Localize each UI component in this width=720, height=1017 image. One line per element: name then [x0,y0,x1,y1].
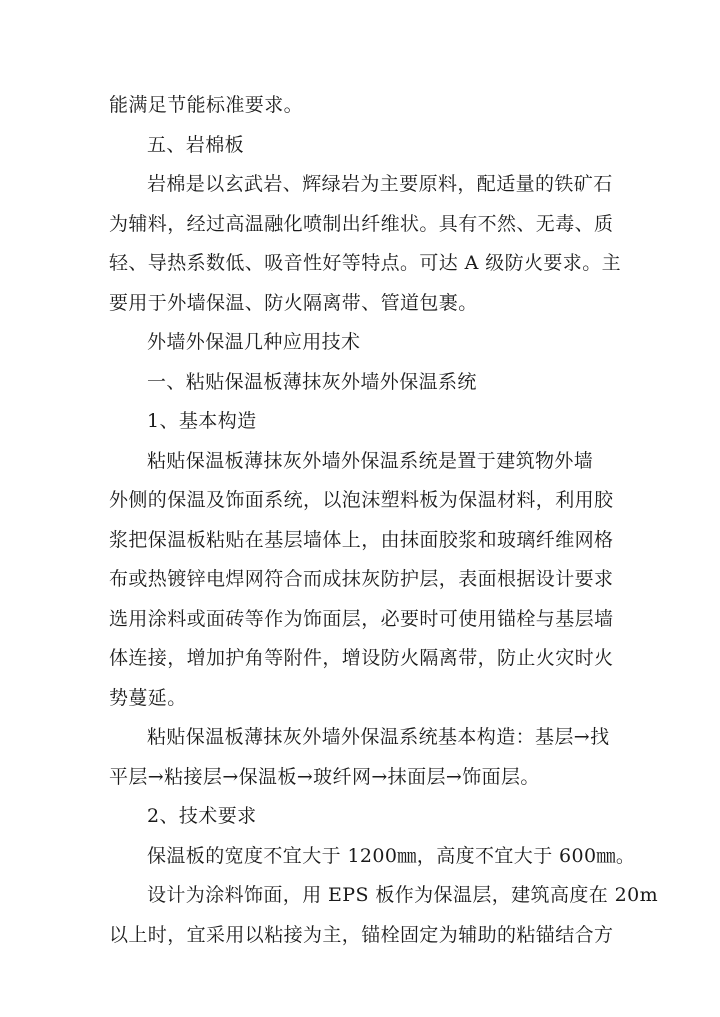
text-line: 势蔓延。 [109,687,187,709]
section-heading: 外墙外保温几种应用技术 [147,331,361,353]
text-line: 能满足节能标准要求。 [109,94,304,116]
text-line: 轻、导热系数低、吸音性好等特点。可达 A 级防火要求。主 [109,252,622,274]
text-line: 岩棉是以玄武岩、辉绿岩为主要原料，配适量的铁矿石 [147,173,613,195]
text-line: 设计为涂料饰面，用 EPS 板作为保温层，建筑高度在 20m [147,884,658,906]
text-line: 浆把保温板粘贴在基层墙体上，由抹面胶浆和玻璃纤维网格 [109,529,614,551]
section-heading: 1、基本构造 [147,410,257,432]
section-heading: 五、岩棉板 [147,134,245,156]
text-line: 以上时，宜采用以粘接为主，锚栓固定为辅助的粘锚结合方 [109,924,614,946]
text-line: 布或热镀锌电焊网符合而成抹灰防护层，表面根据设计要求 [109,568,614,590]
section-heading: 2、技术要求 [147,805,257,827]
section-heading: 一、粘贴保温板薄抹灰外墙外保温系统 [147,371,477,393]
text-line: 保温板的宽度不宜大于 1200㎜，高度不宜大于 600㎜。 [147,845,636,867]
text-line: 体连接，增加护角等附件，增设防火隔离带，防止火灾时火 [109,647,614,669]
text-line: 选用涂料或面砖等作为饰面层，必要时可使用锚栓与基层墙 [109,608,614,630]
text-line: 粘贴保温板薄抹灰外墙外保温系统是置于建筑物外墙 [147,450,594,472]
text-line: 要用于外墙保温、防火隔离带、管道包裹。 [109,292,478,314]
text-line: 外侧的保温及饰面系统，以泡沫塑料板为保温材料，利用胶 [109,489,614,511]
text-line: 平层→粘接层→保温板→玻纤网→抹面层→饰面层。 [109,766,540,788]
text-line: 为辅料，经过高温融化喷制出纤维状。具有不然、无毒、质 [109,213,614,235]
text-line: 粘贴保温板薄抹灰外墙外保温系统基本构造：基层→找 [147,726,610,748]
